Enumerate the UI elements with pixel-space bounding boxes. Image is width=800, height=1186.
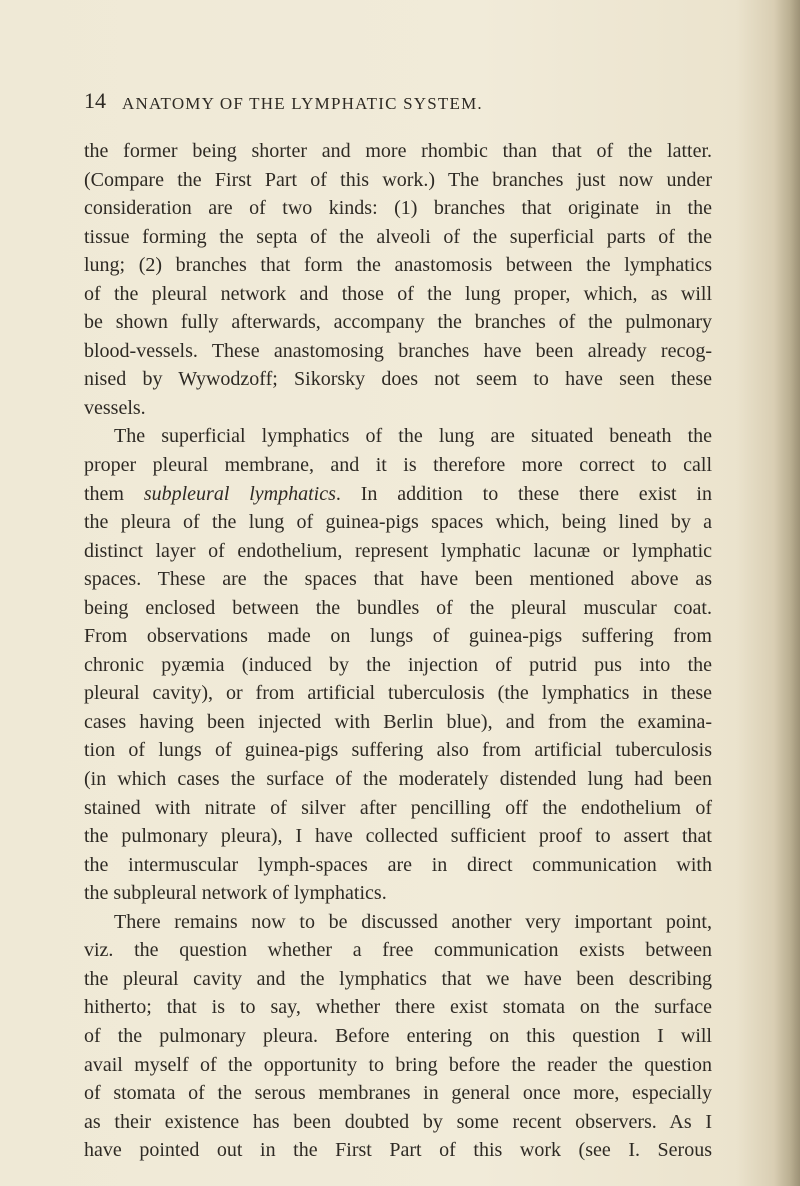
text-line: of stomata of the serous membranes in general once more, especially	[84, 1082, 712, 1105]
text-line: viz. the question whether a free communication exists between	[84, 939, 712, 962]
text-line: stained with nitrate of silver after pencilling off the endothelium of	[84, 796, 712, 819]
text-line: have pointed out in the First Part of this work (see I. Serous	[84, 1139, 712, 1162]
page-edge-shadow	[774, 0, 800, 1186]
text-line: being enclosed between the bundles of the pleural muscular coat.	[84, 596, 712, 619]
text-line: cases having been injected with Berlin blue), and from the examina-	[84, 710, 712, 733]
text-line: avail myself of the opportunity to bring before the reader the question	[84, 1053, 712, 1076]
text-line: tion of lungs of guinea-pigs suffering also from artificial tuberculosis	[84, 739, 712, 762]
text-line: the former being shorter and more rhombic than that of the latter.	[84, 140, 712, 162]
text-line: pleural cavity), or from artificial tuberculosis (the lymphatics in these	[84, 682, 712, 705]
text-line: of the pleural network and those of the lung proper, which, as will	[84, 282, 712, 305]
text-line: From observations made on lungs of guinea-pigs suffering from	[84, 625, 712, 648]
running-head: ANATOMY OF THE LYMPHATIC SYSTEM.	[122, 94, 483, 113]
text-line: the pulmonary pleura), I have collected sufficient proof to assert that	[84, 825, 712, 848]
text-line: tissue forming the septa of the alveoli of the superficial parts of the	[84, 225, 712, 248]
text-line: There remains now to be discussed another very important point,	[114, 910, 712, 933]
text-line: The superficial lymphatics of the lung are situated beneath the	[114, 425, 712, 448]
page-header	[84, 88, 704, 118]
text-line: them subpleural lymphatics. In addition to these there exist in	[84, 482, 712, 505]
text-line: (Compare the First Part of this work.) The branches just now under	[84, 168, 712, 191]
body-text	[84, 137, 712, 1165]
text-line: spaces. These are the spaces that have been mentioned above as	[84, 568, 712, 591]
text-line: (in which cases the surface of the moderately distended lung had been	[84, 768, 712, 791]
text-line: vessels.	[84, 396, 146, 419]
text-line: the subpleural network of lymphatics.	[84, 882, 387, 905]
text-line: the intermuscular lymph-spaces are in direct communication with	[84, 853, 712, 876]
text-line: hitherto; that is to say, whether there exist stomata on the surface	[84, 996, 712, 1019]
italic-term: subpleural lymphatics	[143, 482, 336, 505]
text-line: proper pleural membrane, and it is therefore more correct to call	[84, 454, 712, 477]
text-line: as their existence has been doubted by some recent observers. As I	[84, 1110, 712, 1133]
text-line: chronic pyæmia (induced by the injection of putrid pus into the	[84, 653, 712, 676]
text-line: blood-vessels. These anastomosing branches have been already recog-	[84, 339, 712, 362]
text-line: of the pulmonary pleura. Before entering on this question I will	[84, 1024, 712, 1047]
page-number: 14	[84, 88, 106, 113]
text-line: consideration are of two kinds: (1) branches that originate in the	[84, 197, 712, 220]
text-line: be shown fully afterwards, accompany the branches of the pulmonary	[84, 311, 712, 334]
text-line: nised by Wywodzoff; Sikorsky does not seem to have seen these	[84, 368, 712, 391]
text-line: distinct layer of endothelium, represent lymphatic lacunæ or lymphatic	[84, 539, 712, 562]
text-line: lung; (2) branches that form the anastomosis between the lymphatics	[84, 254, 712, 277]
text-line: the pleura of the lung of guinea-pigs spaces which, being lined by a	[84, 511, 712, 534]
text-line: the pleural cavity and the lymphatics that we have been describing	[84, 967, 712, 990]
